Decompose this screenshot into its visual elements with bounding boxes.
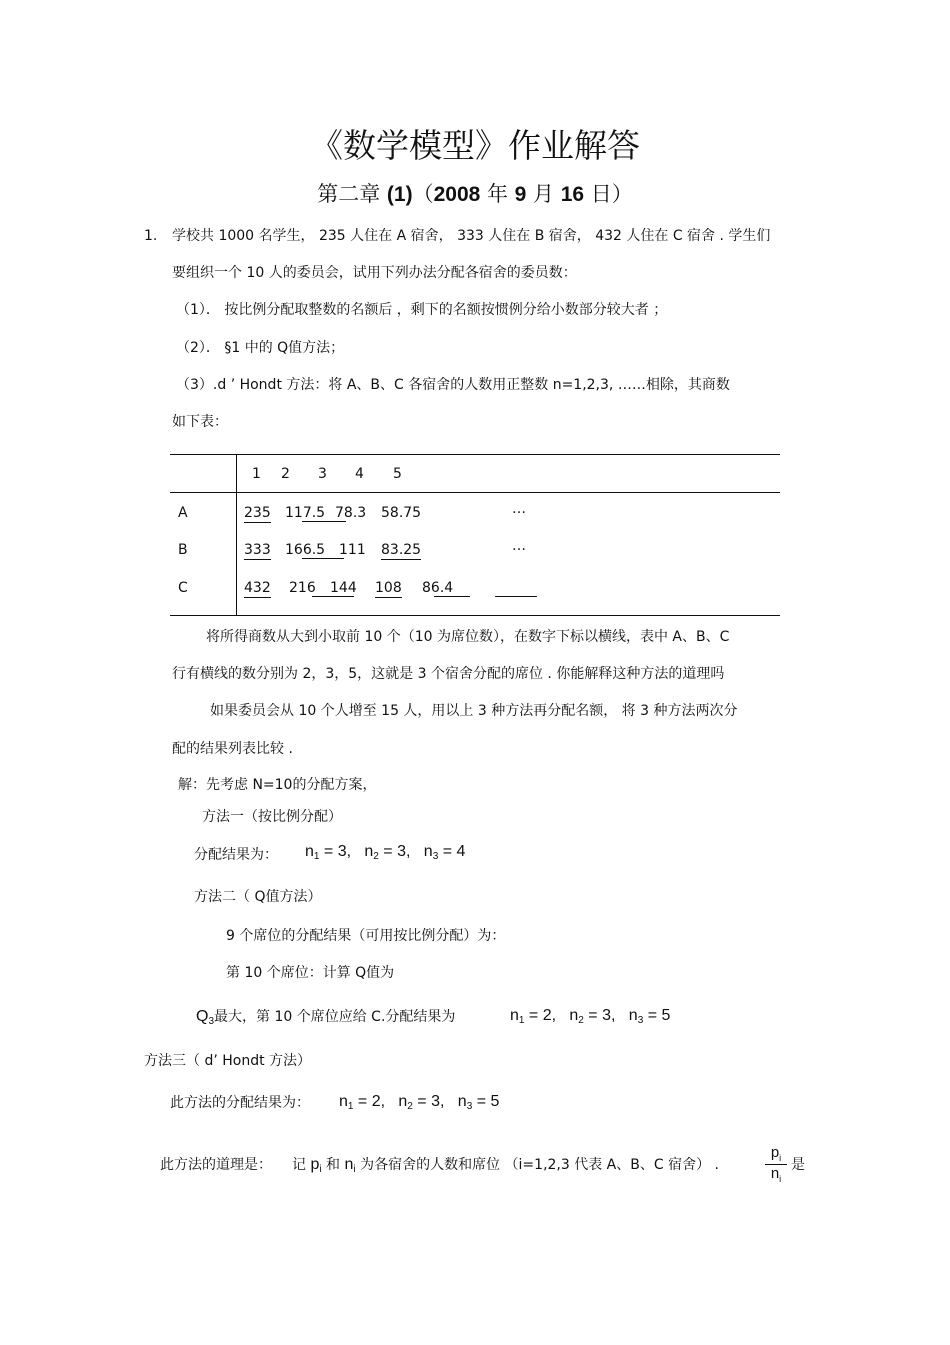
reason-p: $p_i$ [310,1156,322,1175]
table-row-label-c: C [178,580,188,596]
reason-ji: 记 [292,1157,306,1173]
table-ellipsis-b: … [512,538,526,554]
reason-shi: 是 [791,1157,805,1173]
table-cell-b-1: 333 [244,542,271,558]
reason-line [292,1155,719,1180]
problem-item-1: （1）． 按比例分配取整数的名额后 ，剩下的名额按惯例分给小数部分较大者 ； [176,302,668,318]
reason-label: 此方法的道理是： [160,1157,272,1173]
table-header-2: 2 [281,466,290,482]
table-header-4: 4 [355,466,364,482]
chapter-subtitle [0,178,950,208]
solution-intro: 解：先考虑 N=10的分配方案， [178,777,377,793]
table-cell-a-2: 117.5 [285,505,326,521]
method-1-n2: 3 [397,843,406,860]
method-2-n1: 2 [542,1007,552,1024]
method-3-label: 此方法的分配结果为： [170,1095,310,1111]
after-table-line-1: 将所得商数从大到小取前 10 个（10 为席位数），在数字下标以横线，表中 A、B、C [206,629,730,645]
fraction-p-over-n [765,1144,787,1184]
method-2-conclusion [196,1007,455,1032]
table-underline-b-2 [302,558,344,559]
problem-line-2: 要组织一个 10 人的委员会，试用下列办法分配各宿舍的委员数： [172,265,577,281]
after-table-line-2: 行有横线的数分别为 2，3，5，这就是 3 个宿舍分配的席位 . 你能解释这种方法的道理吗 [172,666,725,682]
table-cell-c-4: 108 [375,580,402,596]
reason-n: $n_i$ [344,1156,356,1175]
table-row-label-b: B [178,542,188,558]
reason-text: 为各宿舍的人数和席位 （i=1,2,3 代表 A、B、C 宿舍） . [360,1157,719,1173]
table-cell-c-2: 216 [289,580,316,596]
table-cell-a-3: 78.3 [335,505,367,521]
method-2-line-1: 9 个席位的分配结果（可用按比例分配）为： [226,928,506,944]
method-2-result: $n_1 = 2$, $n_2 = 3$, $n_3 = 5$ [510,1007,671,1026]
method-2-n2: 3 [602,1007,611,1024]
subtitle-part: (1) [386,183,413,206]
table-cell-b-4: 83.25 [381,542,422,558]
method-3-n1: 2 [371,1093,381,1110]
problem-line-1: 学校共 1000 名学生， 235 人住在 A 宿舍， 333 人住在 B 宿舍， 432 人住在 C 宿舍 . 学生们 [172,228,771,244]
table-bottom-rule [170,615,780,616]
method-1-title: 方法一（按比例分配） [202,809,342,825]
method-2-n3: 5 [661,1007,671,1024]
subtitle-month-unit: 月 [526,182,561,206]
subtitle-open: （ [412,182,434,206]
subtitle-day-unit: 日） [584,182,633,206]
table-cell-a-4: 58.75 [381,505,422,521]
method-2-title: 方法二（ Q值方法） [194,889,322,905]
table-header-3: 3 [318,466,327,482]
subtitle-day: 16 [560,183,585,206]
subtitle-year: 2008 [433,183,481,206]
method-1-result: $n_1 = 3$, $n_2 = 3$, $n_3 = 4$ [305,843,466,862]
fraction-denominator: $n_i$ [765,1164,787,1184]
method-3-result: $n_1 = 2$, $n_2 = 3$, $n_3 = 5$ [339,1093,500,1112]
method-3-title: 方法三（ d’ Hondt 方法） [144,1053,312,1069]
problem-item-3-cont: 如下表： [172,414,228,430]
table-cell-c-3: 144 [330,580,357,596]
reason-he: 和 [326,1157,341,1173]
table-header-rule [170,492,780,493]
table-top-rule [170,454,780,455]
after-table-line-3: 如果委员会从 10 个人增至 15 人，用以上 3 种方法再分配名额， 将 3 种方法两次分 [210,703,738,719]
subtitle-year-unit: 年 [480,182,515,206]
method-2-q: $Q_3$ [196,1008,215,1027]
page-title: 《数学模型》作业解答 [310,126,640,165]
fraction-numerator: $p_i$ [770,1144,782,1163]
table-underline-c-5 [434,596,470,597]
subtitle-prefix: 第二章 [317,182,387,206]
table-blank-c [495,596,537,597]
problem-item-2: （2）． §1 中的 Q值方法； [176,340,345,356]
after-table-line-4: 配的结果列表比较 . [172,741,293,757]
method-3-n3: 5 [490,1093,500,1110]
table-cell-a-1: 235 [244,505,271,521]
table-header-5: 5 [393,466,402,482]
problem-item-3: （3）.d ’ Hondt 方法：将 A、B、C 各宿舍的人数用正整数 n=1,2,3, ……相除，其商数 [176,377,730,393]
table-row-label-a: A [178,505,188,521]
table-cell-b-3: 111 [339,542,366,558]
method-3-n2: 3 [431,1093,440,1110]
table-cell-b-2: 166.5 [285,542,326,558]
table-column-rule [236,454,237,615]
table-cell-c-1: 432 [244,580,271,596]
table-ellipsis-a: … [512,501,526,517]
table-cell-c-5: 86.4 [422,580,454,596]
method-1-n1: 3 [337,843,347,860]
method-2-line-2: 第 10 个席位：计算 Q值为 [226,965,395,981]
method-1-n3: 4 [456,843,466,860]
method-1-label: 分配结果为： [194,847,278,863]
subtitle-month: 9 [514,183,527,206]
problem-number: 1. [144,228,158,244]
method-2-text: 最大，第 10 个席位应给 C.分配结果为 [214,1009,456,1025]
table-header-1: 1 [252,466,261,482]
